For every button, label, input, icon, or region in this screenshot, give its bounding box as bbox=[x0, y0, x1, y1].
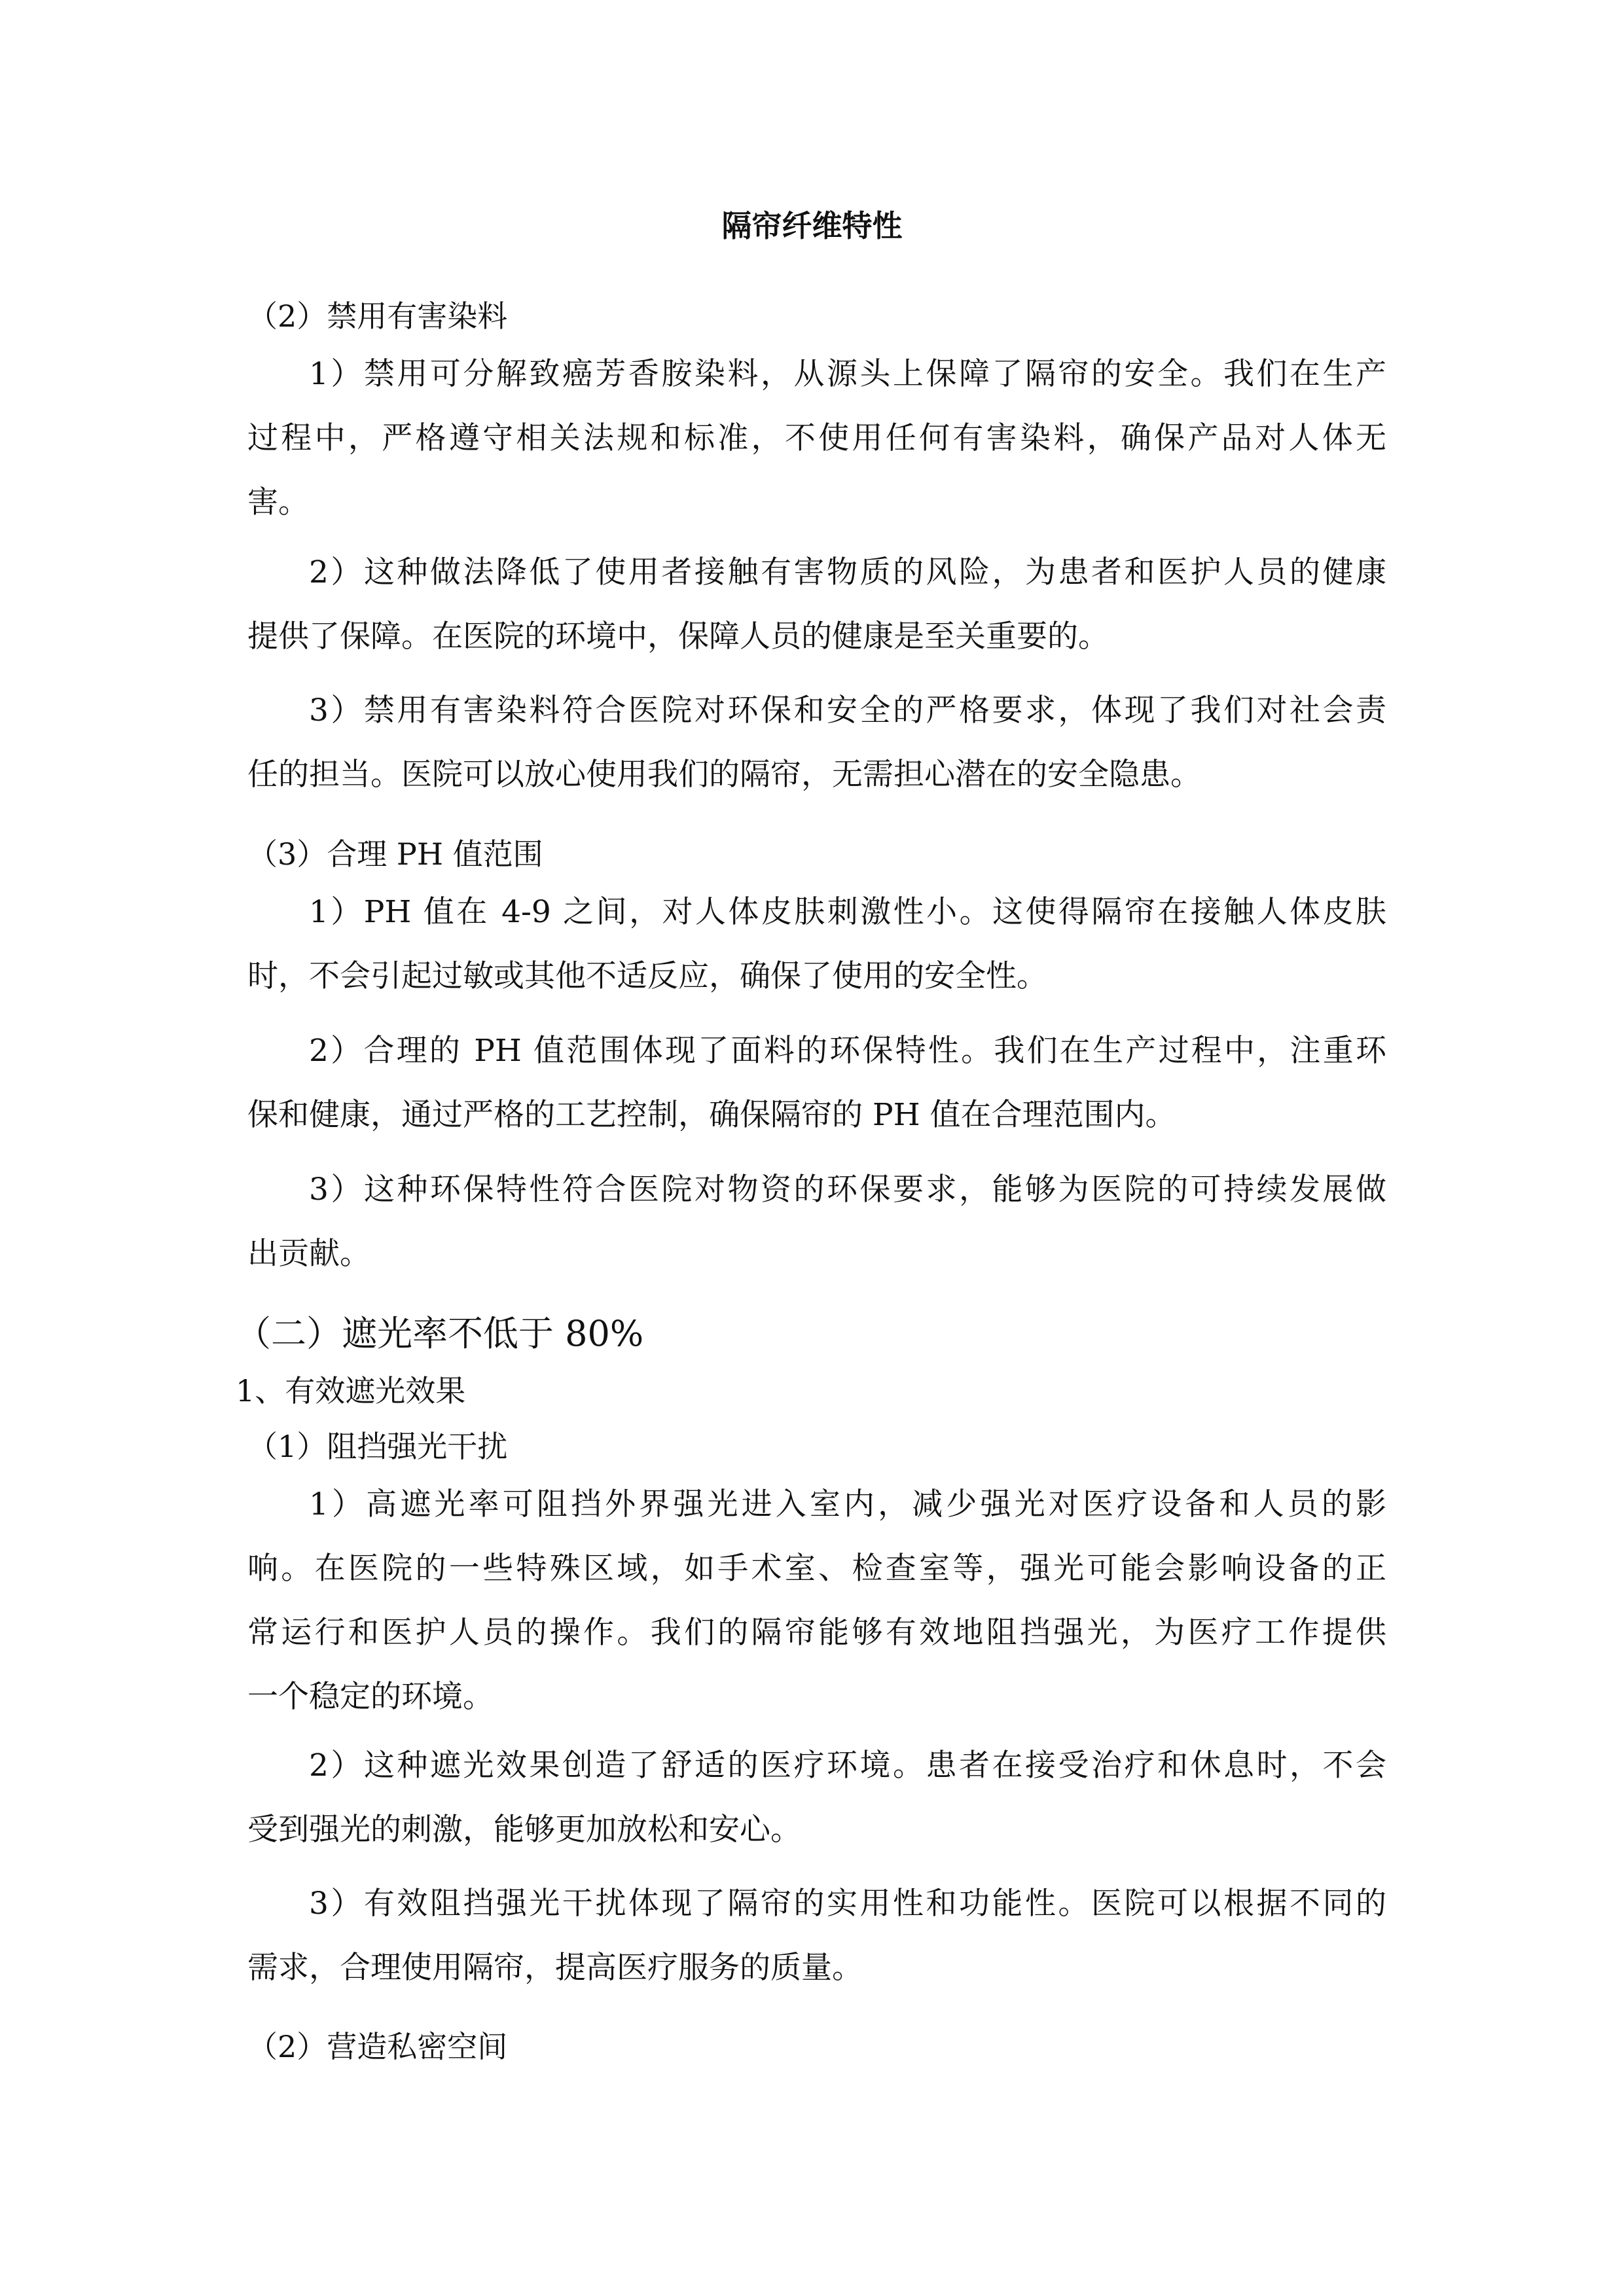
paragraph-line: 需求，合理使用隔帘，提高医疗服务的质量。 bbox=[247, 1950, 863, 1986]
document-title: 隔帘纤维特性 bbox=[721, 208, 903, 243]
paragraph-line: 3）有效阻挡强光干扰体现了隔帘的实用性和功能性。医院可以根据不同的 bbox=[309, 1886, 1386, 1922]
paragraph-line: 害。 bbox=[247, 484, 309, 520]
item-heading-privacy: （2）营造私密空间 bbox=[247, 2029, 508, 2064]
paragraph-line: 时，不会引起过敏或其他不适反应，确保了使用的安全性。 bbox=[247, 958, 1047, 994]
section-heading-ph: （3）合理 PH 值范围 bbox=[247, 836, 543, 872]
paragraph-line: 受到强光的刺激，能够更加放松和安心。 bbox=[247, 1812, 801, 1848]
paragraph bbox=[247, 342, 1386, 535]
paragraph-line: 过程中，严格遵守相关法规和标准，不使用任何有害染料，确保产品对人体无 bbox=[247, 420, 1386, 456]
paragraph-line: 响。在医院的一些特殊区域，如手术室、检查室等，强光可能会影响设备的正 bbox=[247, 1551, 1386, 1587]
section-heading-dyes: （2）禁用有害染料 bbox=[247, 298, 508, 334]
paragraph bbox=[247, 1872, 1386, 2000]
paragraph bbox=[247, 1473, 1386, 1729]
chapter-heading-shading: （二）遮光率不低于 80% bbox=[236, 1313, 644, 1354]
item-heading-block-light: （1）阻挡强光干扰 bbox=[247, 1429, 508, 1464]
paragraph-line: 2）合理的 PH 值范围体现了面料的环保特性。我们在生产过程中，注重环 bbox=[309, 1033, 1386, 1069]
paragraph bbox=[247, 679, 1386, 807]
paragraph-line: 2）这种做法降低了使用者接触有害物质的风险，为患者和医护人员的健康 bbox=[309, 554, 1386, 590]
paragraph-line: 提供了保障。在医院的环境中，保障人员的健康是至关重要的。 bbox=[247, 619, 1109, 655]
paragraph-line: 保和健康，通过严格的工艺控制，确保隔帘的 PH 值在合理范围内。 bbox=[247, 1097, 1176, 1133]
paragraph-line: 任的担当。医院可以放心使用我们的隔帘，无需担心潜在的安全隐患。 bbox=[247, 757, 1201, 793]
paragraph-line: 常运行和医护人员的操作。我们的隔帘能够有效地阻挡强光，为医疗工作提供 bbox=[247, 1615, 1386, 1651]
paragraph-line: 出贡献。 bbox=[247, 1236, 370, 1272]
paragraph bbox=[247, 1158, 1386, 1286]
paragraph bbox=[247, 1734, 1386, 1862]
paragraph-line: 3）这种环保特性符合医院对物资的环保要求，能够为医院的可持续发展做 bbox=[309, 1172, 1386, 1208]
paragraph bbox=[247, 880, 1386, 1009]
paragraph-line: 一个稳定的环境。 bbox=[247, 1679, 494, 1715]
paragraph bbox=[247, 541, 1386, 669]
paragraph-line: 1）PH 值在 4-9 之间，对人体皮肤刺激性小。这使得隔帘在接触人体皮肤 bbox=[309, 894, 1386, 930]
paragraph-line: 2）这种遮光效果创造了舒适的医疗环境。患者在接受治疗和休息时，不会 bbox=[309, 1748, 1386, 1784]
paragraph-line: 1）高遮光率可阻挡外界强光进入室内，减少强光对医疗设备和人员的影 bbox=[309, 1486, 1386, 1522]
paragraph-line: 1）禁用可分解致癌芳香胺染料，从源头上保障了隔帘的安全。我们在生产 bbox=[309, 356, 1386, 392]
paragraph bbox=[247, 1019, 1386, 1147]
subheading-shading-effect: 1、有效遮光效果 bbox=[236, 1373, 466, 1408]
paragraph-line: 3）禁用有害染料符合医院对环保和安全的严格要求，体现了我们对社会责 bbox=[309, 692, 1386, 728]
